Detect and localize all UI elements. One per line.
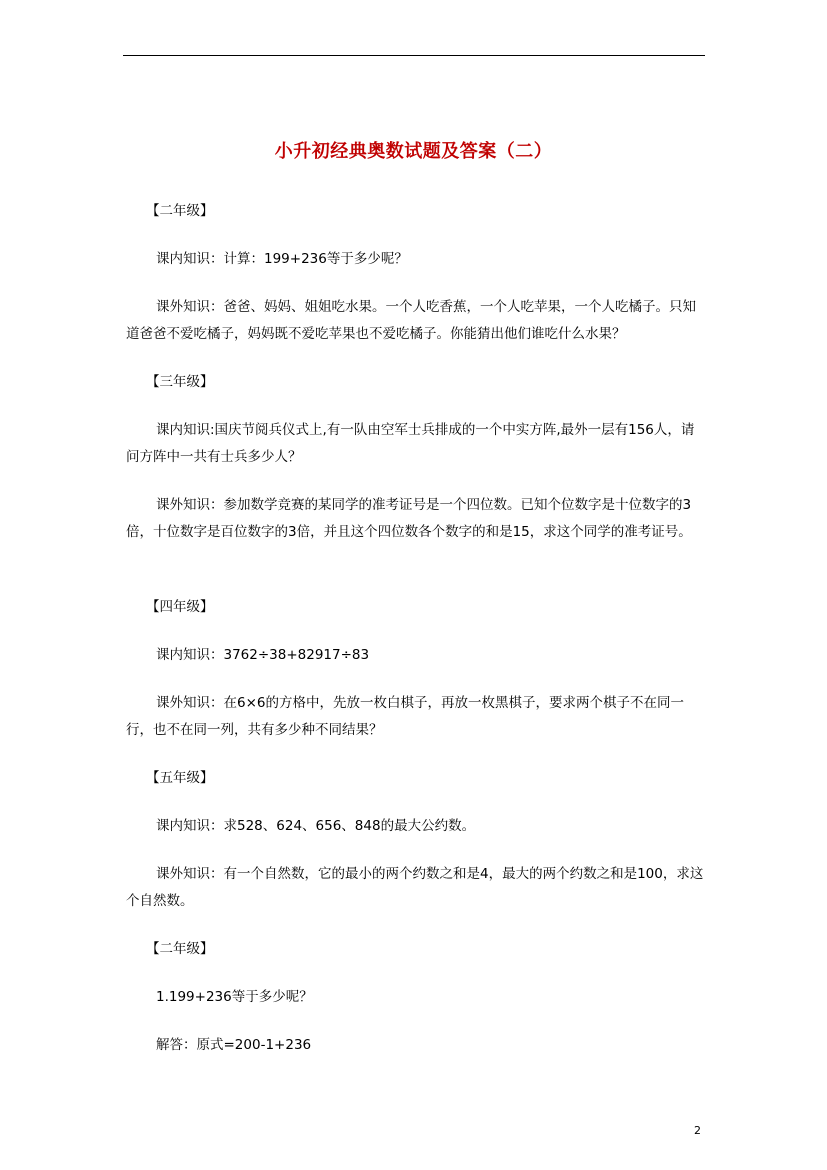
document-title: 小升初经典奥数试题及答案（二）	[274, 141, 553, 162]
grade-heading-2: 【二年级】	[146, 203, 214, 219]
inner-knowledge-5: 课内知识：求528、624、656、848的最大公约数。	[156, 818, 476, 834]
outer-knowledge-2: 课外知识：爸爸、妈妈、姐姐吃水果。一个人吃香蕉，一个人吃苹果，一个人吃橘子。只知道爸爸不爱吃橘子，妈妈既不爱吃苹果也不爱吃橘子。你能猜出他们谁吃什么水果？	[126, 299, 696, 342]
inner-knowledge-4: 课内知识：3762÷38+82917÷83	[156, 647, 370, 663]
answer-question-1: 1.199+236等于多少呢？	[156, 989, 313, 1005]
inner-knowledge-2: 课内知识：计算：199+236等于多少呢？	[156, 251, 408, 267]
page-number: 2	[694, 1124, 701, 1137]
outer-knowledge-5: 课外知识：有一个自然数，它的最小的两个约数之和是4，最大的两个约数之和是100，求这个自然数。	[126, 866, 704, 909]
header-rule	[123, 55, 705, 56]
inner-knowledge-3: 课内知识:国庆节阅兵仪式上,有一队由空军士兵排成的一个中实方阵,最外一层有156人，请问方阵中一共有士兵多少人？	[126, 422, 695, 465]
outer-knowledge-4: 课外知识：在6×6的方格中，先放一枚白棋子，再放一枚黑棋子，要求两个棋子不在同一行，也不在同一列，共有多少种不同结果？	[126, 695, 684, 738]
grade-heading-3: 【三年级】	[146, 374, 214, 390]
answer-grade-heading-2: 【二年级】	[146, 941, 214, 957]
outer-knowledge-3: 课外知识：参加数学竞赛的某同学的准考证号是一个四位数。已知个位数字是十位数字的3倍，十位数字是百位数字的3倍，并且这个四位数各个数字的和是15，求这个同学的准考证号。	[126, 497, 692, 540]
answer-solution-1: 解答：原式=200-1+236	[156, 1037, 312, 1053]
grade-heading-5: 【五年级】	[146, 770, 214, 786]
grade-heading-4: 【四年级】	[146, 599, 214, 615]
